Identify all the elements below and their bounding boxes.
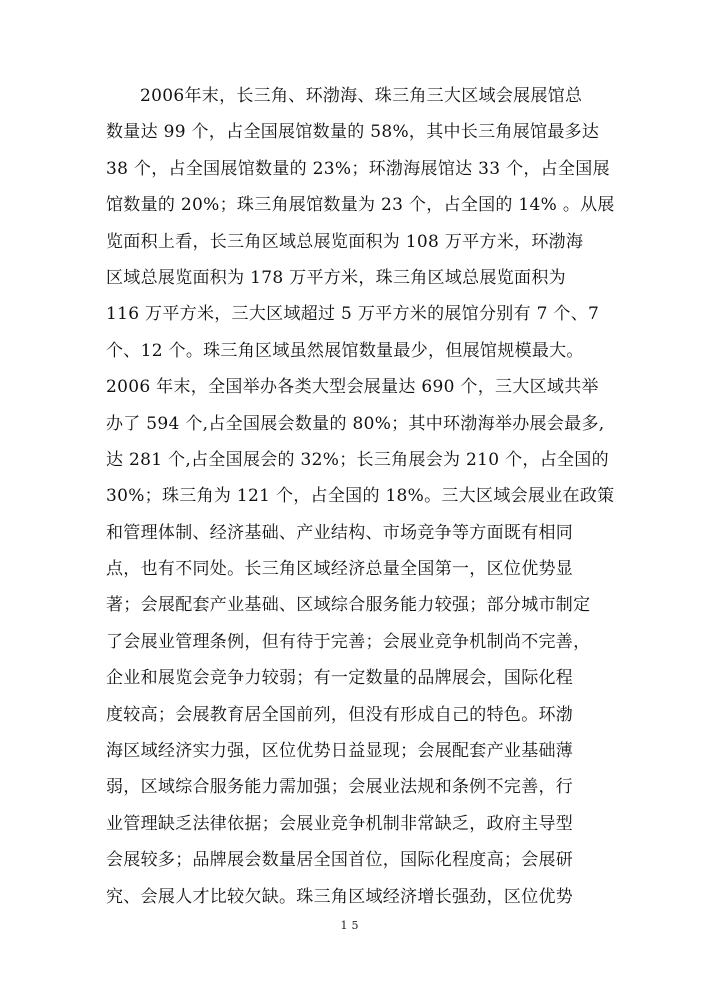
text-line: 度较高；会展教育居全国前列，但没有形成自己的特色。环渤 — [106, 704, 574, 725]
text-line: 海区域经济实力强，区位优势日益显现；会展配套产业基础薄 — [106, 741, 574, 762]
text-line: 弱，区域综合服务能力需加强；会展业法规和条例不完善，行 — [106, 777, 574, 798]
text-line: 了会展业管理条例，但有待于完善；会展业竞争机制尚不完善， — [106, 631, 591, 652]
text-line: 究、会展人才比较欠缺。珠三角区域经济增长强劲，区位优势 — [106, 886, 574, 907]
text-line: 业管理缺乏法律依据；会展业竞争机制非常缺乏，政府主导型 — [106, 813, 574, 834]
text-line: 2006 年末，全国举办各类大型会展量达 690 个，三大区域共举 — [106, 377, 599, 398]
page-number: 15 — [340, 919, 363, 932]
text-line: 区域总展览面积为 178 万平方米，珠三角区域总展览面积为 — [106, 267, 566, 288]
text-line: 览面积上看，长三角区域总展览面积为 108 万平方米，环渤海 — [106, 231, 584, 252]
text-line: 馆数量的 20%；珠三角展馆数量为 23 个，占全国的 14% 。从展 — [106, 195, 615, 216]
text-line: 达 281 个,占全国展会的 32%；长三角展会为 210 个，占全国的 — [106, 449, 609, 470]
text-line: 个、12 个。珠三角区域虽然展馆数量最少，但展馆规模最大。 — [106, 340, 584, 361]
text-line: 38 个，占全国展馆数量的 23%；环渤海展馆达 33 个，占全国展 — [106, 158, 610, 179]
text-line: 30%；珠三角为 121 个，占全国的 18%。三大区域会展业在政策 — [106, 486, 615, 507]
text-line: 会展较多；品牌展会数量居全国首位，国际化程度高；会展研 — [106, 850, 574, 871]
text-line: 企业和展览会竞争力较弱；有一定数量的品牌展会，国际化程 — [106, 668, 574, 689]
text-line: 和管理体制、经济基础、产业结构、市场竞争等方面既有相同 — [106, 522, 574, 543]
body-paragraph — [106, 78, 615, 915]
text-line: 著；会展配套产业基础、区域综合服务能力较强；部分城市制定 — [106, 595, 591, 616]
text-line: 116 万平方米，三大区域超过 5 万平方米的展馆分别有 7 个、7 — [106, 304, 600, 325]
text-line: 点，也有不同处。长三角区域经济总量全国第一，区位优势显 — [106, 559, 574, 580]
text-line: 2006年末，长三角、环渤海、珠三角三大区域会展展馆总 — [140, 86, 583, 106]
text-line: 办了 594 个,占全国展会数量的 80%；其中环渤海举办展会最多, — [106, 413, 605, 434]
text-line: 数量达 99 个，占全国展馆数量的 58%，其中长三角展馆最多达 — [106, 122, 600, 143]
